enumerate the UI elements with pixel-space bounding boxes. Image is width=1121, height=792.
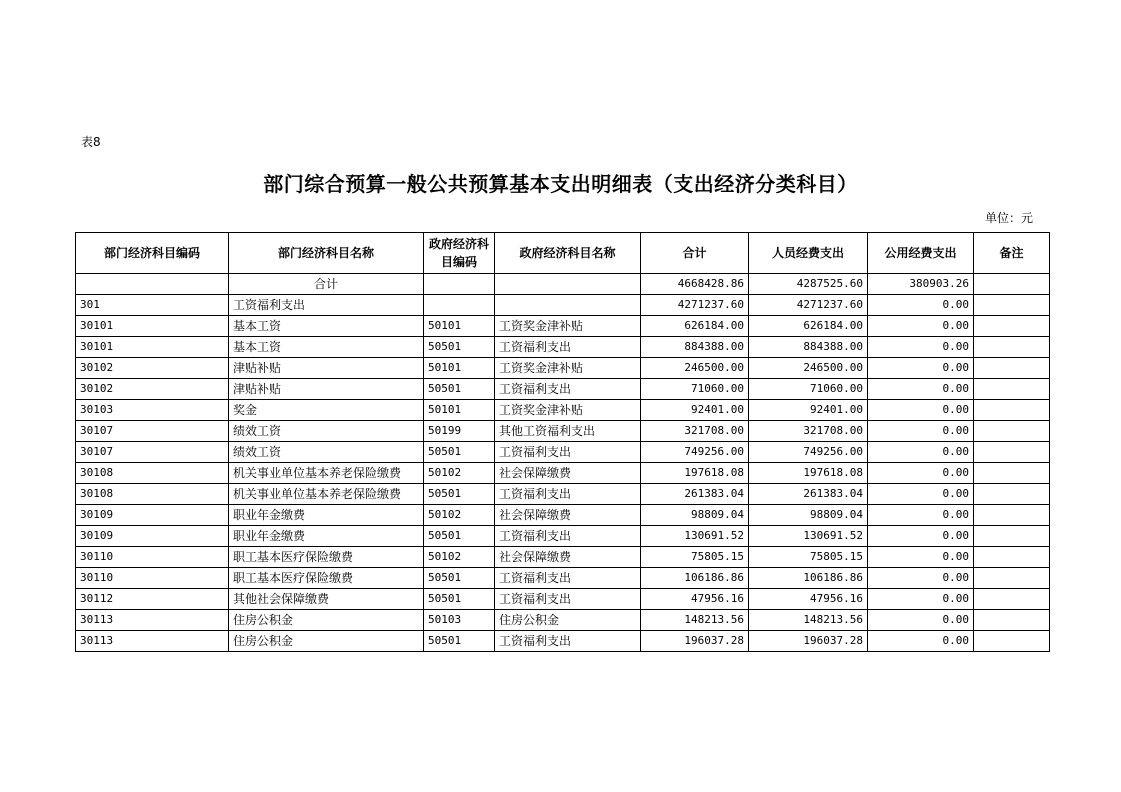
cell-dept-code: 30110 <box>76 568 229 589</box>
cell-gov-code: 50101 <box>424 400 495 421</box>
cell-dept-code: 30113 <box>76 631 229 652</box>
cell-remarks <box>974 589 1050 610</box>
table-row <box>76 379 1050 400</box>
cell-dept-name: 工资福利支出 <box>229 295 424 316</box>
header-remarks: 备注 <box>974 233 1050 274</box>
cell-public: 0.00 <box>868 484 974 505</box>
cell-total: 626184.00 <box>641 316 749 337</box>
cell-gov-code: 50501 <box>424 568 495 589</box>
cell-remarks <box>974 505 1050 526</box>
cell-personnel: 92401.00 <box>749 400 868 421</box>
cell-gov-code: 50501 <box>424 379 495 400</box>
table-row <box>76 589 1050 610</box>
cell-remarks <box>974 400 1050 421</box>
cell-dept-code: 30113 <box>76 610 229 631</box>
table-row <box>76 442 1050 463</box>
header-dept-code: 部门经济科目编码 <box>76 233 229 274</box>
cell-dept-code: 30101 <box>76 337 229 358</box>
cell-total: 246500.00 <box>641 358 749 379</box>
cell-gov-code: 50101 <box>424 316 495 337</box>
cell-gov-name: 工资奖金津补贴 <box>495 316 641 337</box>
cell-dept-name: 奖金 <box>229 400 424 421</box>
cell-gov-name: 工资福利支出 <box>495 526 641 547</box>
header-gov-code: 政府经济科目编码 <box>424 233 495 274</box>
table-row <box>76 631 1050 652</box>
cell-public: 0.00 <box>868 358 974 379</box>
table-row <box>76 463 1050 484</box>
cell-remarks <box>974 295 1050 316</box>
cell-personnel: 47956.16 <box>749 589 868 610</box>
cell-remarks <box>974 631 1050 652</box>
table-row <box>76 610 1050 631</box>
cell-dept-name: 机关事业单位基本养老保险缴费 <box>229 484 424 505</box>
cell-gov-name: 社会保障缴费 <box>495 547 641 568</box>
cell-public: 0.00 <box>868 547 974 568</box>
total-row-empty <box>76 274 229 295</box>
cell-gov-name: 社会保障缴费 <box>495 463 641 484</box>
cell-gov-name: 工资福利支出 <box>495 568 641 589</box>
cell-public: 0.00 <box>868 295 974 316</box>
cell-dept-name: 职工基本医疗保险缴费 <box>229 547 424 568</box>
cell-gov-name <box>495 295 641 316</box>
total-row-label: 合计 <box>229 274 424 295</box>
header-total: 合计 <box>641 233 749 274</box>
cell-dept-name: 职业年金缴费 <box>229 526 424 547</box>
cell-dept-code: 30110 <box>76 547 229 568</box>
cell-dept-name: 基本工资 <box>229 337 424 358</box>
table-number-label: 表8 <box>81 135 101 149</box>
cell-dept-code: 30101 <box>76 316 229 337</box>
cell-dept-code: 30108 <box>76 463 229 484</box>
cell-dept-code: 30102 <box>76 379 229 400</box>
cell-public: 0.00 <box>868 610 974 631</box>
total-row-empty <box>424 274 495 295</box>
cell-public: 0.00 <box>868 316 974 337</box>
header-dept-name: 部门经济科目名称 <box>229 233 424 274</box>
cell-total: 92401.00 <box>641 400 749 421</box>
table-row <box>76 358 1050 379</box>
cell-total: 47956.16 <box>641 589 749 610</box>
cell-dept-name: 职业年金缴费 <box>229 505 424 526</box>
cell-total: 71060.00 <box>641 379 749 400</box>
cell-gov-code: 50501 <box>424 631 495 652</box>
total-row-personnel: 4287525.60 <box>749 274 868 295</box>
table-row <box>76 295 1050 316</box>
header-public: 公用经费支出 <box>868 233 974 274</box>
cell-dept-name: 津贴补贴 <box>229 379 424 400</box>
cell-personnel: 106186.86 <box>749 568 868 589</box>
cell-dept-code: 30112 <box>76 589 229 610</box>
cell-total: 98809.04 <box>641 505 749 526</box>
cell-remarks <box>974 421 1050 442</box>
cell-dept-name: 基本工资 <box>229 316 424 337</box>
cell-gov-code: 50501 <box>424 442 495 463</box>
table-row <box>76 421 1050 442</box>
cell-remarks <box>974 484 1050 505</box>
cell-total: 884388.00 <box>641 337 749 358</box>
cell-gov-code: 50103 <box>424 610 495 631</box>
cell-gov-name: 社会保障缴费 <box>495 505 641 526</box>
cell-gov-name: 其他工资福利支出 <box>495 421 641 442</box>
total-row-empty <box>495 274 641 295</box>
cell-personnel: 98809.04 <box>749 505 868 526</box>
cell-gov-code: 50501 <box>424 484 495 505</box>
cell-personnel: 749256.00 <box>749 442 868 463</box>
cell-personnel: 884388.00 <box>749 337 868 358</box>
cell-dept-code: 30109 <box>76 505 229 526</box>
cell-public: 0.00 <box>868 631 974 652</box>
cell-gov-code: 50501 <box>424 589 495 610</box>
cell-personnel: 261383.04 <box>749 484 868 505</box>
cell-gov-name: 工资福利支出 <box>495 337 641 358</box>
cell-gov-name: 工资福利支出 <box>495 631 641 652</box>
cell-gov-name: 工资奖金津补贴 <box>495 400 641 421</box>
cell-dept-code: 30107 <box>76 421 229 442</box>
table-row <box>76 505 1050 526</box>
cell-public: 0.00 <box>868 421 974 442</box>
total-row-public: 380903.26 <box>868 274 974 295</box>
cell-gov-code: 50501 <box>424 337 495 358</box>
cell-gov-name: 住房公积金 <box>495 610 641 631</box>
cell-public: 0.00 <box>868 568 974 589</box>
table-row <box>76 526 1050 547</box>
cell-total: 130691.52 <box>641 526 749 547</box>
cell-remarks <box>974 337 1050 358</box>
cell-gov-code: 50102 <box>424 505 495 526</box>
cell-personnel: 246500.00 <box>749 358 868 379</box>
cell-gov-name: 工资奖金津补贴 <box>495 358 641 379</box>
cell-remarks <box>974 442 1050 463</box>
cell-dept-code: 30108 <box>76 484 229 505</box>
cell-public: 0.00 <box>868 337 974 358</box>
cell-public: 0.00 <box>868 463 974 484</box>
cell-total: 261383.04 <box>641 484 749 505</box>
cell-gov-code <box>424 295 495 316</box>
cell-remarks <box>974 316 1050 337</box>
page-title: 部门综合预算一般公共预算基本支出明细表（支出经济分类科目） <box>263 172 858 196</box>
cell-dept-name: 住房公积金 <box>229 610 424 631</box>
table-row <box>76 484 1050 505</box>
cell-dept-code: 30102 <box>76 358 229 379</box>
cell-gov-code: 50501 <box>424 526 495 547</box>
cell-public: 0.00 <box>868 379 974 400</box>
cell-personnel: 626184.00 <box>749 316 868 337</box>
cell-dept-name: 绩效工资 <box>229 421 424 442</box>
cell-personnel: 130691.52 <box>749 526 868 547</box>
cell-remarks <box>974 610 1050 631</box>
cell-total: 196037.28 <box>641 631 749 652</box>
cell-personnel: 148213.56 <box>749 610 868 631</box>
cell-gov-name: 工资福利支出 <box>495 484 641 505</box>
cell-personnel: 71060.00 <box>749 379 868 400</box>
cell-public: 0.00 <box>868 505 974 526</box>
cell-gov-code: 50102 <box>424 547 495 568</box>
cell-total: 4271237.60 <box>641 295 749 316</box>
cell-gov-code: 50102 <box>424 463 495 484</box>
cell-gov-code: 50101 <box>424 358 495 379</box>
total-row <box>76 274 1050 295</box>
cell-total: 106186.86 <box>641 568 749 589</box>
cell-personnel: 197618.08 <box>749 463 868 484</box>
header-gov-name: 政府经济科目名称 <box>495 233 641 274</box>
cell-total: 321708.00 <box>641 421 749 442</box>
cell-personnel: 196037.28 <box>749 631 868 652</box>
cell-total: 148213.56 <box>641 610 749 631</box>
cell-public: 0.00 <box>868 400 974 421</box>
cell-dept-name: 其他社会保障缴费 <box>229 589 424 610</box>
cell-dept-code: 30109 <box>76 526 229 547</box>
cell-dept-name: 津贴补贴 <box>229 358 424 379</box>
budget-detail-table <box>75 232 1050 652</box>
cell-dept-name: 绩效工资 <box>229 442 424 463</box>
cell-gov-code: 50199 <box>424 421 495 442</box>
table-row <box>76 547 1050 568</box>
total-row-total: 4668428.86 <box>641 274 749 295</box>
cell-personnel: 4271237.60 <box>749 295 868 316</box>
cell-remarks <box>974 358 1050 379</box>
table-row <box>76 337 1050 358</box>
cell-remarks <box>974 568 1050 589</box>
unit-label: 单位：元 <box>985 211 1034 225</box>
cell-remarks <box>974 526 1050 547</box>
cell-total: 749256.00 <box>641 442 749 463</box>
cell-personnel: 75805.15 <box>749 547 868 568</box>
cell-dept-name: 职工基本医疗保险缴费 <box>229 568 424 589</box>
total-row-remarks <box>974 274 1050 295</box>
cell-gov-name: 工资福利支出 <box>495 379 641 400</box>
cell-remarks <box>974 379 1050 400</box>
cell-total: 197618.08 <box>641 463 749 484</box>
cell-dept-code: 301 <box>76 295 229 316</box>
table-row <box>76 316 1050 337</box>
cell-gov-name: 工资福利支出 <box>495 589 641 610</box>
cell-gov-name: 工资福利支出 <box>495 442 641 463</box>
cell-personnel: 321708.00 <box>749 421 868 442</box>
cell-remarks <box>974 463 1050 484</box>
cell-public: 0.00 <box>868 442 974 463</box>
cell-dept-name: 住房公积金 <box>229 631 424 652</box>
cell-dept-code: 30107 <box>76 442 229 463</box>
table-row <box>76 400 1050 421</box>
cell-dept-name: 机关事业单位基本养老保险缴费 <box>229 463 424 484</box>
cell-remarks <box>974 547 1050 568</box>
table-row <box>76 568 1050 589</box>
cell-dept-code: 30103 <box>76 400 229 421</box>
header-row <box>76 233 1050 274</box>
header-personnel: 人员经费支出 <box>749 233 868 274</box>
cell-public: 0.00 <box>868 589 974 610</box>
cell-total: 75805.15 <box>641 547 749 568</box>
cell-public: 0.00 <box>868 526 974 547</box>
